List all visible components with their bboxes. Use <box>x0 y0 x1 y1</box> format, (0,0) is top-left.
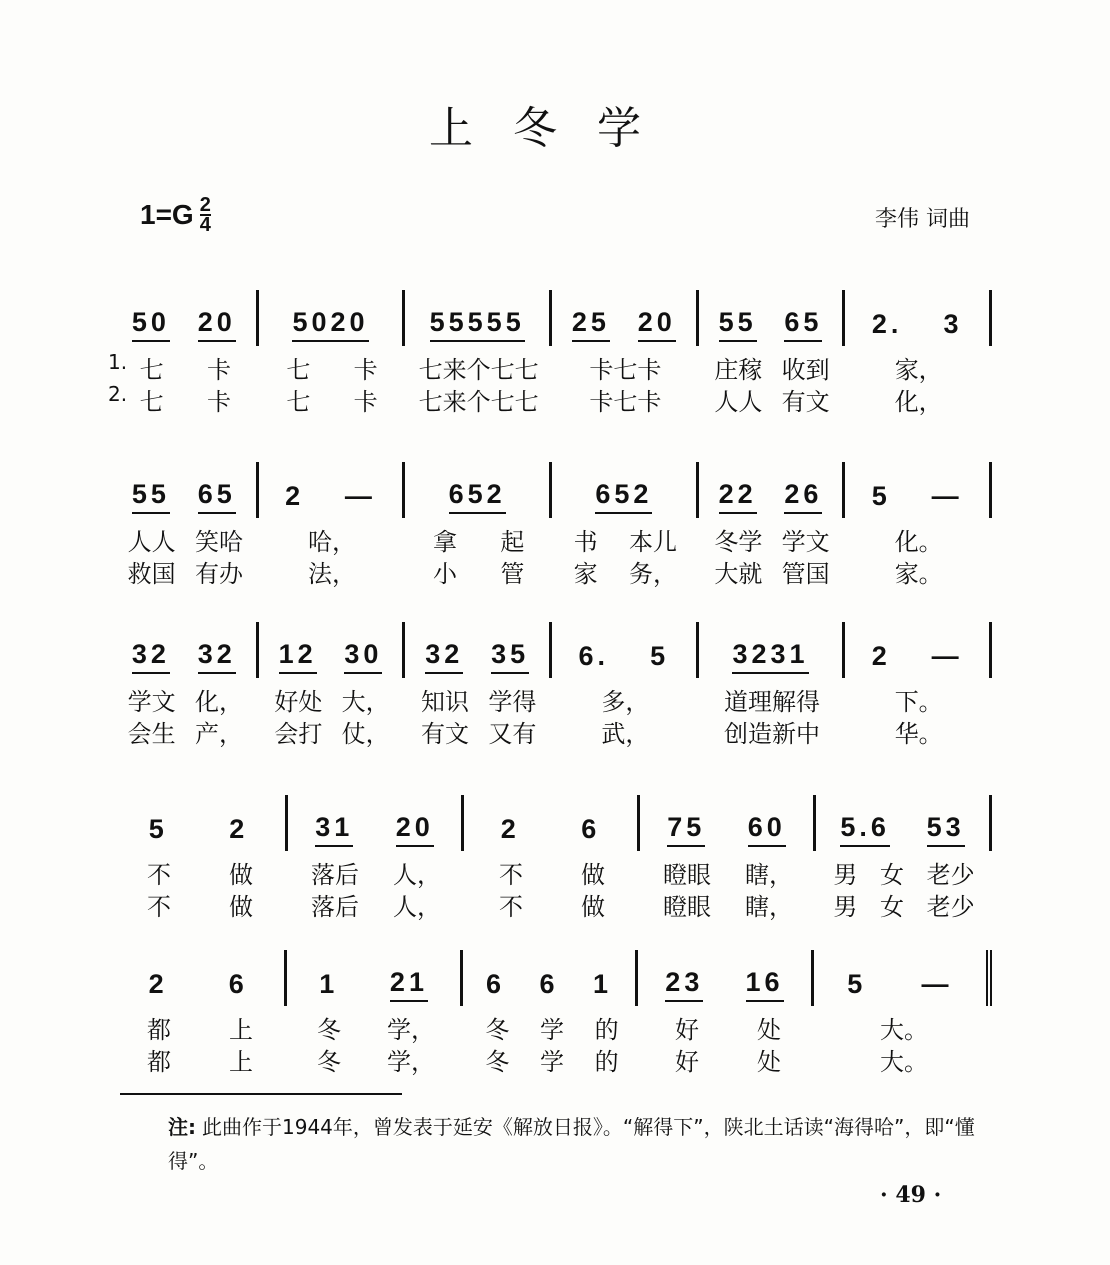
footnote-divider <box>120 1093 402 1095</box>
lyric-word: 冬 <box>485 1016 510 1044</box>
lyric-segment <box>288 1042 464 1076</box>
lyric-segment <box>699 350 846 384</box>
lyric-segment <box>816 1010 992 1044</box>
lyric-word: 大， <box>341 688 390 716</box>
song-title: 上冬学 <box>429 103 681 154</box>
note-group: 60 <box>748 812 786 847</box>
lyric-word: 本儿 <box>629 528 677 556</box>
lyric-word: 不 <box>499 861 523 889</box>
lyric-word: 做 <box>229 893 253 921</box>
lyric-segment <box>640 1010 816 1044</box>
lyric-word: 救国 <box>127 560 176 588</box>
note-group: 26 <box>784 479 822 514</box>
time-numerator: 2 <box>199 194 211 216</box>
note-group: 2 <box>871 641 891 671</box>
lyric-word: 七来个七七 <box>418 356 539 384</box>
lyric-segment <box>112 382 259 416</box>
lyric-segment <box>112 1010 288 1044</box>
measure <box>259 290 406 346</box>
lyric-segment <box>405 554 552 588</box>
lyric-segment <box>845 682 992 716</box>
note-group: 32 <box>198 639 236 674</box>
lyric-segment <box>464 1010 640 1044</box>
lyric-segment <box>464 1042 640 1076</box>
note-group: 12 <box>279 639 317 674</box>
lyrics-verse-1 <box>112 855 992 889</box>
lyric-word: 都 <box>147 1016 171 1044</box>
lyrics-verse-1 <box>112 522 992 556</box>
measure <box>464 795 640 851</box>
lyric-word: 有文 <box>421 720 469 748</box>
note-group: 6 <box>581 814 601 844</box>
lyric-word: 的 <box>594 1016 619 1044</box>
note-group: 5 <box>148 814 168 844</box>
lyric-segment <box>112 714 259 748</box>
lyric-word: 好处 <box>274 688 323 716</box>
note-group: 5.6 <box>840 812 890 847</box>
notes-row <box>112 795 992 851</box>
lyric-segment <box>552 554 699 588</box>
note-group: 55555 <box>430 307 525 342</box>
lyric-word: 下。 <box>894 688 943 716</box>
lyric-word: 大。 <box>880 1048 928 1076</box>
lyric-segment <box>112 887 288 921</box>
lyric-word: 学文 <box>127 688 176 716</box>
note-group: 3231 <box>732 639 808 674</box>
measure <box>699 622 846 678</box>
lyric-segment <box>405 382 552 416</box>
note-group: 53 <box>927 812 965 847</box>
note-group: 2 <box>229 814 249 844</box>
lyric-segment <box>816 887 992 921</box>
lyrics-verse-1 <box>112 1010 992 1044</box>
lyric-segment <box>816 855 992 889</box>
lyric-word: 起 <box>500 528 525 556</box>
lyric-word: 卡 <box>353 356 378 384</box>
measure <box>112 290 259 346</box>
lyric-word: 冬学 <box>714 528 763 556</box>
score-line <box>108 290 992 416</box>
lyric-word: 做 <box>581 861 605 889</box>
lyric-word: 女 <box>879 893 904 921</box>
measure <box>259 462 406 518</box>
lyric-word: 男 <box>833 861 858 889</box>
lyric-word: 卡 <box>353 388 378 416</box>
measure <box>552 462 699 518</box>
lyric-segment <box>699 382 846 416</box>
note-group: 652 <box>595 479 652 514</box>
lyric-word: 落后 <box>311 893 359 921</box>
note-group: 32 <box>425 639 463 674</box>
footnote-text: 此曲作于1944年，曾发表于延安《解放日报》。“解得下”，陕北土话读“海得哈”，即“懂得”。 <box>168 1115 975 1173</box>
lyric-segment <box>288 1010 464 1044</box>
lyric-word: 好 <box>675 1048 699 1076</box>
measure <box>699 462 846 518</box>
note-group: 23 <box>665 967 703 1002</box>
lyric-segment <box>640 887 816 921</box>
lyric-segment <box>699 682 846 716</box>
footnote <box>168 1110 1008 1178</box>
lyric-word: 多， <box>601 688 650 716</box>
lyric-segment <box>259 554 406 588</box>
lyric-segment <box>699 714 846 748</box>
lyric-segment <box>288 855 464 889</box>
lyric-segment <box>552 682 699 716</box>
lyric-word: 做 <box>581 893 605 921</box>
note-group: 652 <box>449 479 506 514</box>
notes-row <box>112 290 992 346</box>
lyric-segment <box>405 714 552 748</box>
lyrics-verse-1 <box>112 682 992 716</box>
lyric-word: 学得 <box>488 688 537 716</box>
lyric-word: 学 <box>539 1048 564 1076</box>
note-group: 5 <box>871 481 891 511</box>
note-group: 21 <box>390 967 428 1002</box>
lyric-word: 老少 <box>926 893 975 921</box>
lyric-segment <box>464 855 640 889</box>
note-group: 5 <box>847 969 867 999</box>
lyric-segment <box>552 714 699 748</box>
lyric-segment <box>464 887 640 921</box>
lyrics-verse-2 <box>112 554 992 588</box>
note-group: 20 <box>638 307 676 342</box>
note-group: 6 <box>486 969 506 999</box>
lyric-segment <box>845 522 992 556</box>
note-group: 55 <box>132 479 170 514</box>
lyric-word: 化。 <box>894 528 943 556</box>
lyric-segment <box>112 522 259 556</box>
verse-number: 2. <box>108 382 128 406</box>
lyric-word: 收到 <box>781 356 830 384</box>
lyric-word: 人人 <box>714 388 763 416</box>
lyric-word: 拿 <box>433 528 457 556</box>
lyric-word: 人人 <box>127 528 176 556</box>
lyric-word: 处 <box>757 1016 781 1044</box>
lyric-segment <box>259 522 406 556</box>
note-group: 65 <box>784 307 822 342</box>
lyric-word: 化， <box>894 388 943 416</box>
note-group: 32 <box>132 639 170 674</box>
lyric-word: 管国 <box>781 560 830 588</box>
key-signature <box>140 196 211 234</box>
lyric-word: 武， <box>601 720 650 748</box>
lyric-word: 管 <box>500 560 525 588</box>
note-group: 5020 <box>292 307 368 342</box>
footnote-label: 注: <box>168 1115 196 1139</box>
measure <box>112 462 259 518</box>
note-group: 65 <box>198 479 236 514</box>
note-group: 6 <box>539 969 559 999</box>
note-group: 55 <box>719 307 757 342</box>
lyric-word: 不 <box>499 893 523 921</box>
score-line <box>112 622 992 748</box>
lyric-word: 法， <box>308 560 356 588</box>
lyric-word: 书 <box>573 528 598 556</box>
note-group: 31 <box>315 812 353 847</box>
lyric-word: 会打 <box>274 720 323 748</box>
lyric-word: 仗， <box>341 720 390 748</box>
page-number: · 49 · <box>880 1182 942 1208</box>
note-group: 22 <box>719 479 757 514</box>
lyric-segment <box>640 855 816 889</box>
lyric-word: 七来个七七 <box>418 388 539 416</box>
lyric-word: 上 <box>229 1048 253 1076</box>
lyric-segment <box>112 682 259 716</box>
lyric-segment <box>552 382 699 416</box>
measure <box>845 462 992 518</box>
lyric-word: 华。 <box>894 720 943 748</box>
lyric-word: 好 <box>675 1016 699 1044</box>
note-group: 1 <box>592 969 612 999</box>
lyric-word: 七 <box>286 388 311 416</box>
lyrics-verse-2 <box>112 714 992 748</box>
lyric-segment <box>845 714 992 748</box>
lyric-word: 做 <box>229 861 253 889</box>
measure <box>463 950 638 1006</box>
lyric-segment <box>112 554 259 588</box>
note-group: 3 <box>943 309 963 339</box>
lyric-word: 瞪眼 <box>663 893 711 921</box>
lyric-word: 不 <box>147 893 171 921</box>
lyric-word: 卡 <box>206 356 231 384</box>
notes-row <box>112 462 992 518</box>
lyric-word: 有办 <box>194 560 243 588</box>
measure <box>405 290 552 346</box>
lyric-word: 处 <box>757 1048 781 1076</box>
lyric-word: 创造新中 <box>724 720 821 748</box>
lyric-segment <box>405 682 552 716</box>
lyrics-verse-2 <box>112 1042 992 1076</box>
lyric-word: 落后 <box>311 861 359 889</box>
lyric-segment <box>112 1042 288 1076</box>
notes-row <box>112 950 992 1006</box>
lyrics-verse-2 <box>108 382 992 416</box>
lyric-word: 道理解得 <box>724 688 821 716</box>
measure <box>288 795 464 851</box>
measure <box>552 622 699 678</box>
lyric-word: 老少 <box>926 861 975 889</box>
lyric-word: 学， <box>387 1048 435 1076</box>
note-group: 1 <box>319 969 339 999</box>
lyric-segment <box>259 714 406 748</box>
measure <box>814 950 992 1006</box>
measure <box>287 950 462 1006</box>
note-group: 16 <box>746 967 784 1002</box>
lyric-word: 女 <box>879 861 904 889</box>
measure <box>638 950 813 1006</box>
lyric-word: 有文 <box>781 388 830 416</box>
lyric-segment <box>845 350 992 384</box>
measure <box>640 795 816 851</box>
lyric-word: 化， <box>194 688 243 716</box>
lyric-word: 会生 <box>127 720 176 748</box>
lyric-word: 学 <box>539 1016 564 1044</box>
note-group: 2 <box>285 481 305 511</box>
lyric-word: 不 <box>147 861 171 889</box>
lyric-word: 家。 <box>894 560 943 588</box>
measure <box>112 622 259 678</box>
verse-number: 1. <box>108 350 128 374</box>
note-group: 2 <box>500 814 520 844</box>
measure <box>259 622 406 678</box>
lyric-word: 大就 <box>714 560 763 588</box>
lyric-word: 人， <box>393 893 441 921</box>
lyric-word: 瞪眼 <box>663 861 711 889</box>
lyric-segment <box>112 350 259 384</box>
note-group: 25 <box>572 307 610 342</box>
lyric-word: 卡七卡 <box>589 356 662 384</box>
note-group: 6 <box>228 969 248 999</box>
lyric-segment <box>552 522 699 556</box>
lyric-segment <box>699 554 846 588</box>
lyric-word: 人， <box>393 861 441 889</box>
lyric-word: 小 <box>433 560 457 588</box>
lyric-segment <box>405 350 552 384</box>
lyric-word: 冬 <box>485 1048 510 1076</box>
measure <box>112 795 288 851</box>
lyric-word: 上 <box>229 1016 253 1044</box>
measure <box>845 290 992 346</box>
lyric-word: 家， <box>894 356 943 384</box>
note-group: — <box>921 969 953 999</box>
note-group: 20 <box>396 812 434 847</box>
note-group: 5 <box>650 641 670 671</box>
note-group: — <box>344 481 376 511</box>
lyric-word: 大。 <box>880 1016 928 1044</box>
time-denominator: 4 <box>199 214 211 236</box>
lyric-segment <box>112 855 288 889</box>
score-line <box>112 795 992 921</box>
lyric-word: 冬 <box>317 1016 341 1044</box>
lyric-word: 笑哈 <box>194 528 243 556</box>
author-credit: 李伟 词曲 <box>875 207 970 232</box>
note-group: 30 <box>344 639 382 674</box>
lyric-segment <box>640 1042 816 1076</box>
note-group: 35 <box>491 639 529 674</box>
note-group: 20 <box>198 307 236 342</box>
lyric-word: 男 <box>833 893 858 921</box>
lyric-word: 哈， <box>308 528 356 556</box>
lyric-word: 学， <box>387 1016 435 1044</box>
lyric-word: 家 <box>573 560 598 588</box>
key-label: 1=G <box>140 199 194 230</box>
measure <box>405 622 552 678</box>
measure <box>845 622 992 678</box>
measure <box>699 290 846 346</box>
note-group: 50 <box>132 307 170 342</box>
lyric-segment <box>259 382 406 416</box>
time-signature <box>200 196 211 234</box>
lyric-word: 七 <box>139 388 164 416</box>
measure <box>552 290 699 346</box>
lyric-segment <box>845 382 992 416</box>
lyric-segment <box>816 1042 992 1076</box>
lyric-word: 瞎， <box>745 893 793 921</box>
lyric-segment <box>699 522 846 556</box>
lyric-segment <box>259 350 406 384</box>
note-group: 2. <box>871 309 903 339</box>
lyric-word: 瞎， <box>745 861 793 889</box>
note-group: 75 <box>667 812 705 847</box>
lyric-word: 卡 <box>206 388 231 416</box>
measure <box>816 795 992 851</box>
score-line <box>112 462 992 588</box>
lyric-word: 卡七卡 <box>589 388 662 416</box>
lyric-word: 冬 <box>317 1048 341 1076</box>
lyric-segment <box>259 682 406 716</box>
lyric-segment <box>845 554 992 588</box>
measure <box>112 950 287 1006</box>
score-line <box>112 950 992 1076</box>
lyric-word: 七 <box>286 356 311 384</box>
lyric-word: 又有 <box>488 720 537 748</box>
lyric-word: 的 <box>594 1048 619 1076</box>
lyric-word: 务， <box>629 560 677 588</box>
lyric-segment <box>288 887 464 921</box>
measure <box>405 462 552 518</box>
note-group: — <box>931 641 963 671</box>
lyric-word: 七 <box>139 356 164 384</box>
lyric-word: 知识 <box>421 688 469 716</box>
note-group: — <box>931 481 963 511</box>
lyric-word: 产， <box>194 720 243 748</box>
lyric-segment <box>552 350 699 384</box>
notes-row <box>112 622 992 678</box>
lyric-word: 都 <box>147 1048 171 1076</box>
lyric-segment <box>405 522 552 556</box>
note-group: 6. <box>578 641 610 671</box>
lyrics-verse-1 <box>108 350 992 384</box>
lyric-word: 庄稼 <box>714 356 763 384</box>
lyrics-verse-2 <box>112 887 992 921</box>
note-group: 2 <box>148 969 168 999</box>
lyric-word: 学文 <box>781 528 830 556</box>
